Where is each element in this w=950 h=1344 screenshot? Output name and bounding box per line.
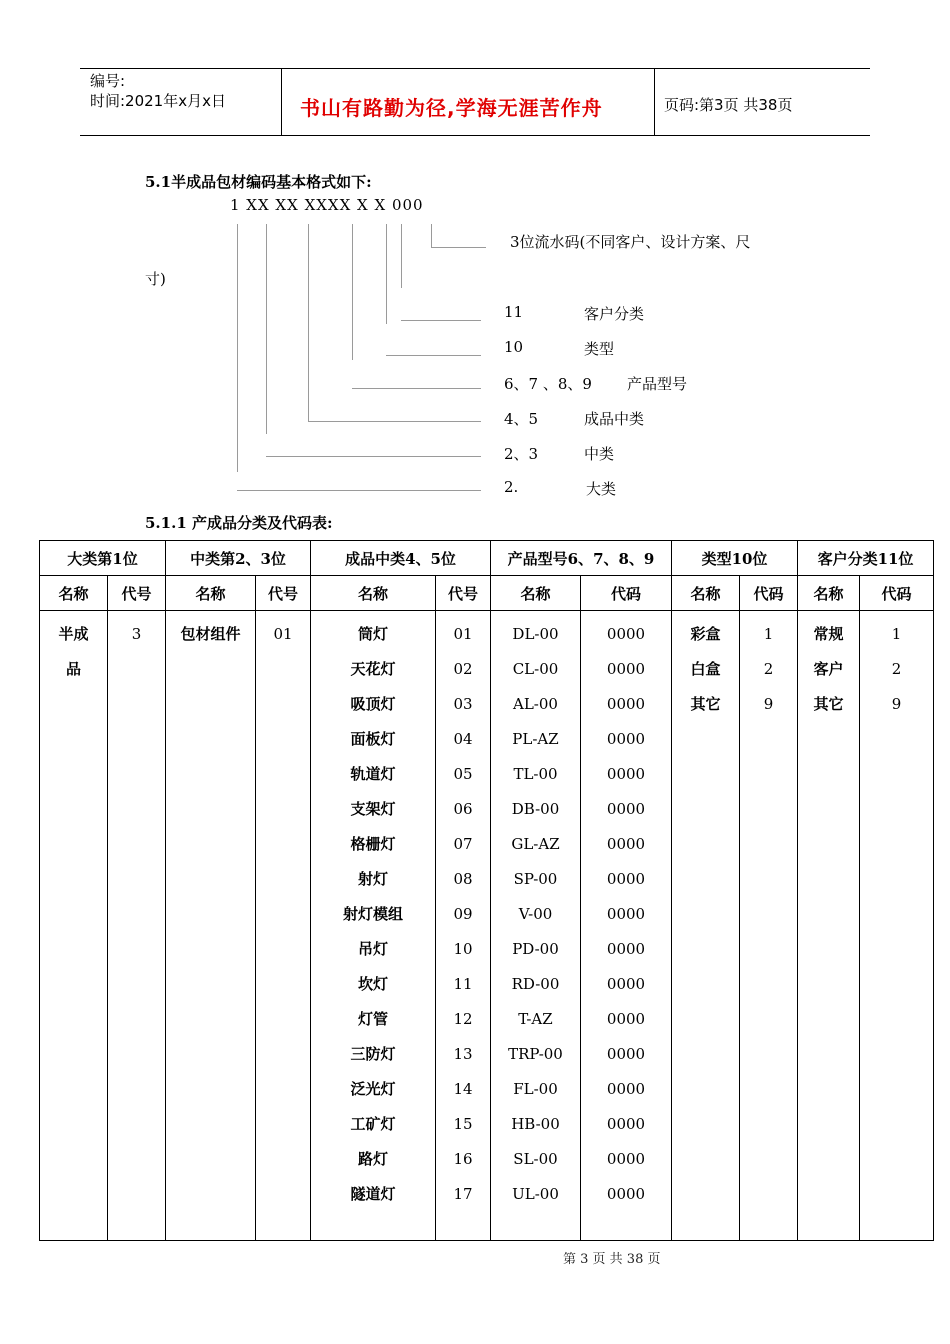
product-name: 射灯 [357,870,388,888]
bracket-line-2 [266,224,267,434]
table-body-row [40,611,934,1241]
customer-code: 2 [891,660,902,678]
section-title: 5.1半成品包材编码基本格式如下: [145,173,372,191]
subheader-cell: 代号 [436,576,491,611]
model-number: GL-AZ [511,835,560,853]
product-code: 15 [453,1115,473,1133]
model-code: 0000 [606,695,646,713]
product-code: 12 [453,1010,473,1028]
major-name-line-1: 半成 [58,625,89,643]
product-code: 03 [453,695,473,713]
product-name-column [311,611,436,1241]
product-code: 02 [453,660,473,678]
leader-10 [386,355,481,356]
legend-name-1: 大类 [586,480,617,498]
product-name: 支架灯 [350,800,396,818]
code-format: 1 XX XX XXXX X X 000 [230,196,424,214]
type-name: 彩盒 [690,625,721,643]
product-name: 射灯模组 [342,905,403,923]
customer-name: 常规 [813,625,844,643]
product-code: 09 [453,905,473,923]
type-code-column [740,611,798,1241]
leader-serial [431,247,486,248]
product-code: 11 [453,975,473,993]
subheader-cell: 代号 [256,576,311,611]
bracket-line-4 [352,224,353,360]
product-code: 06 [453,800,473,818]
customer-code: 9 [891,695,902,713]
product-code: 08 [453,870,473,888]
product-code: 07 [453,835,473,853]
product-name: 格栅灯 [350,835,396,853]
model-number: PD-00 [512,940,559,958]
type-name-column [672,611,740,1241]
subheader-cell: 代号 [108,576,166,611]
legend-pos-6789: 6、7 、8、9 [504,375,592,393]
model-code: 0000 [606,1185,646,1203]
model-number: DB-00 [511,800,560,818]
subheader-cell: 名称 [491,576,581,611]
type-code: 2 [763,660,774,678]
mid-code: 01 [273,625,293,643]
model-code: 0000 [606,800,646,818]
subheader-cell: 代码 [581,576,672,611]
model-number: RD-00 [511,975,560,993]
model-number: UL-00 [512,1185,559,1203]
subheader-cell: 名称 [166,576,256,611]
legend-name-11: 客户分类 [584,305,645,323]
leader-1 [237,490,481,491]
subheader-cell: 代码 [860,576,934,611]
major-name-cell [40,611,108,1241]
leader-11 [401,320,481,321]
product-code-table [39,540,934,1241]
type-code: 1 [763,625,774,643]
model-code: 0000 [606,1115,646,1133]
group-header-mid: 中类第2、3位 [166,541,311,576]
number-label: 编号: [90,72,126,90]
product-code: 13 [453,1045,473,1063]
serial-description-cont: 寸) [145,270,166,288]
type-code: 9 [763,695,774,713]
product-code: 10 [453,940,473,958]
model-code: 0000 [606,870,646,888]
page-info: 页码:第3页 共38页 [664,96,793,114]
product-name: 面板灯 [350,730,396,748]
model-number: CL-00 [512,660,559,678]
model-code: 0000 [606,975,646,993]
customer-code: 1 [891,625,902,643]
product-name: 灯管 [357,1010,388,1028]
bracket-line-5 [386,224,387,324]
model-number: V-00 [518,905,553,923]
header-divider-left [281,68,282,136]
group-header-finished: 成品中类4、5位 [311,541,491,576]
table-sub-header-row [40,576,934,611]
time-label: 时间:2021年x月x日 [90,92,226,110]
model-code: 0000 [606,835,646,853]
motto: 书山有路勤为径,学海无涯苦作舟 [300,96,603,120]
product-code: 16 [453,1150,473,1168]
customer-name: 其它 [813,695,844,713]
legend-pos-1: 2. [504,478,519,496]
group-header-type: 类型10位 [672,541,798,576]
subheader-cell: 代码 [740,576,798,611]
header-bottom-border [80,135,870,136]
model-code: 0000 [606,1010,646,1028]
header-divider-right [654,68,655,136]
model-number: HB-00 [511,1115,560,1133]
model-code: 0000 [606,765,646,783]
product-name: 隧道灯 [350,1185,396,1203]
product-code: 04 [453,730,473,748]
product-code: 14 [453,1080,473,1098]
legend-pos-11: 11 [504,303,524,321]
model-number: FL-00 [513,1080,558,1098]
bracket-line-6 [401,224,402,288]
model-number: T-AZ [518,1010,553,1028]
type-name: 白盒 [690,660,721,678]
product-name: 吸顶灯 [350,695,396,713]
model-code: 0000 [606,625,646,643]
legend-pos-10: 10 [504,338,524,356]
type-name: 其它 [690,695,721,713]
legend-name-6789: 产品型号 [627,375,688,393]
model-code: 0000 [606,730,646,748]
customer-code-column [860,611,934,1241]
model-code: 0000 [606,905,646,923]
bracket-line-3 [308,224,309,422]
legend-name-23: 中类 [584,445,615,463]
mid-name-cell [166,611,256,1241]
group-header-customer: 客户分类11位 [798,541,934,576]
product-code: 01 [453,625,473,643]
product-name: 吊灯 [357,940,388,958]
product-name: 路灯 [357,1150,388,1168]
product-name: 轨道灯 [350,765,396,783]
leader-23 [266,456,481,457]
customer-name: 客户 [813,660,844,678]
model-number: PL-AZ [512,730,559,748]
model-code-column [581,611,672,1241]
model-number: DL-00 [512,625,559,643]
header-top-border [80,68,870,69]
legend-pos-23: 2、3 [504,445,539,463]
product-name: 筒灯 [357,625,388,643]
customer-name-column [798,611,860,1241]
bracket-line-7 [431,224,432,248]
model-number: TRP-00 [508,1045,563,1063]
group-header-model: 产品型号6、7、8、9 [491,541,672,576]
subheader-cell: 名称 [311,576,436,611]
subheader-cell: 名称 [798,576,860,611]
leader-6789 [352,388,481,389]
major-code-cell [108,611,166,1241]
model-number: AL-00 [513,695,558,713]
leader-45 [308,421,481,422]
model-code: 0000 [606,1045,646,1063]
model-number: SP-00 [513,870,558,888]
product-name: 天花灯 [350,660,396,678]
legend-pos-45: 4、5 [504,410,539,428]
model-number: TL-00 [513,765,558,783]
product-code: 05 [453,765,473,783]
table-group-header-row [40,541,934,576]
model-column [491,611,581,1241]
bracket-line-1 [237,224,238,472]
model-code: 0000 [606,1080,646,1098]
group-header-major: 大类第1位 [40,541,166,576]
serial-description: 3位流水码(不同客户、设计方案、尺 [510,233,751,251]
major-name-line-2: 品 [65,660,81,678]
model-code: 0000 [606,940,646,958]
model-code: 0000 [606,660,646,678]
product-code-column [436,611,491,1241]
model-number: SL-00 [513,1150,558,1168]
subsection-title: 5.1.1 产成品分类及代码表: [145,514,333,532]
product-code: 17 [453,1185,473,1203]
page-footer: 第 3 页 共 38 页 [563,1252,661,1267]
product-name: 工矿灯 [350,1115,396,1133]
model-code: 0000 [606,1150,646,1168]
mid-code-cell [256,611,311,1241]
product-name: 坎灯 [357,975,388,993]
legend-name-10: 类型 [584,340,615,358]
subheader-cell: 名称 [672,576,740,611]
major-code: 3 [131,625,142,643]
mid-name: 包材组件 [180,625,241,643]
legend-name-45: 成品中类 [584,410,645,428]
product-name: 泛光灯 [350,1080,396,1098]
product-name: 三防灯 [350,1045,396,1063]
subheader-cell: 名称 [40,576,108,611]
